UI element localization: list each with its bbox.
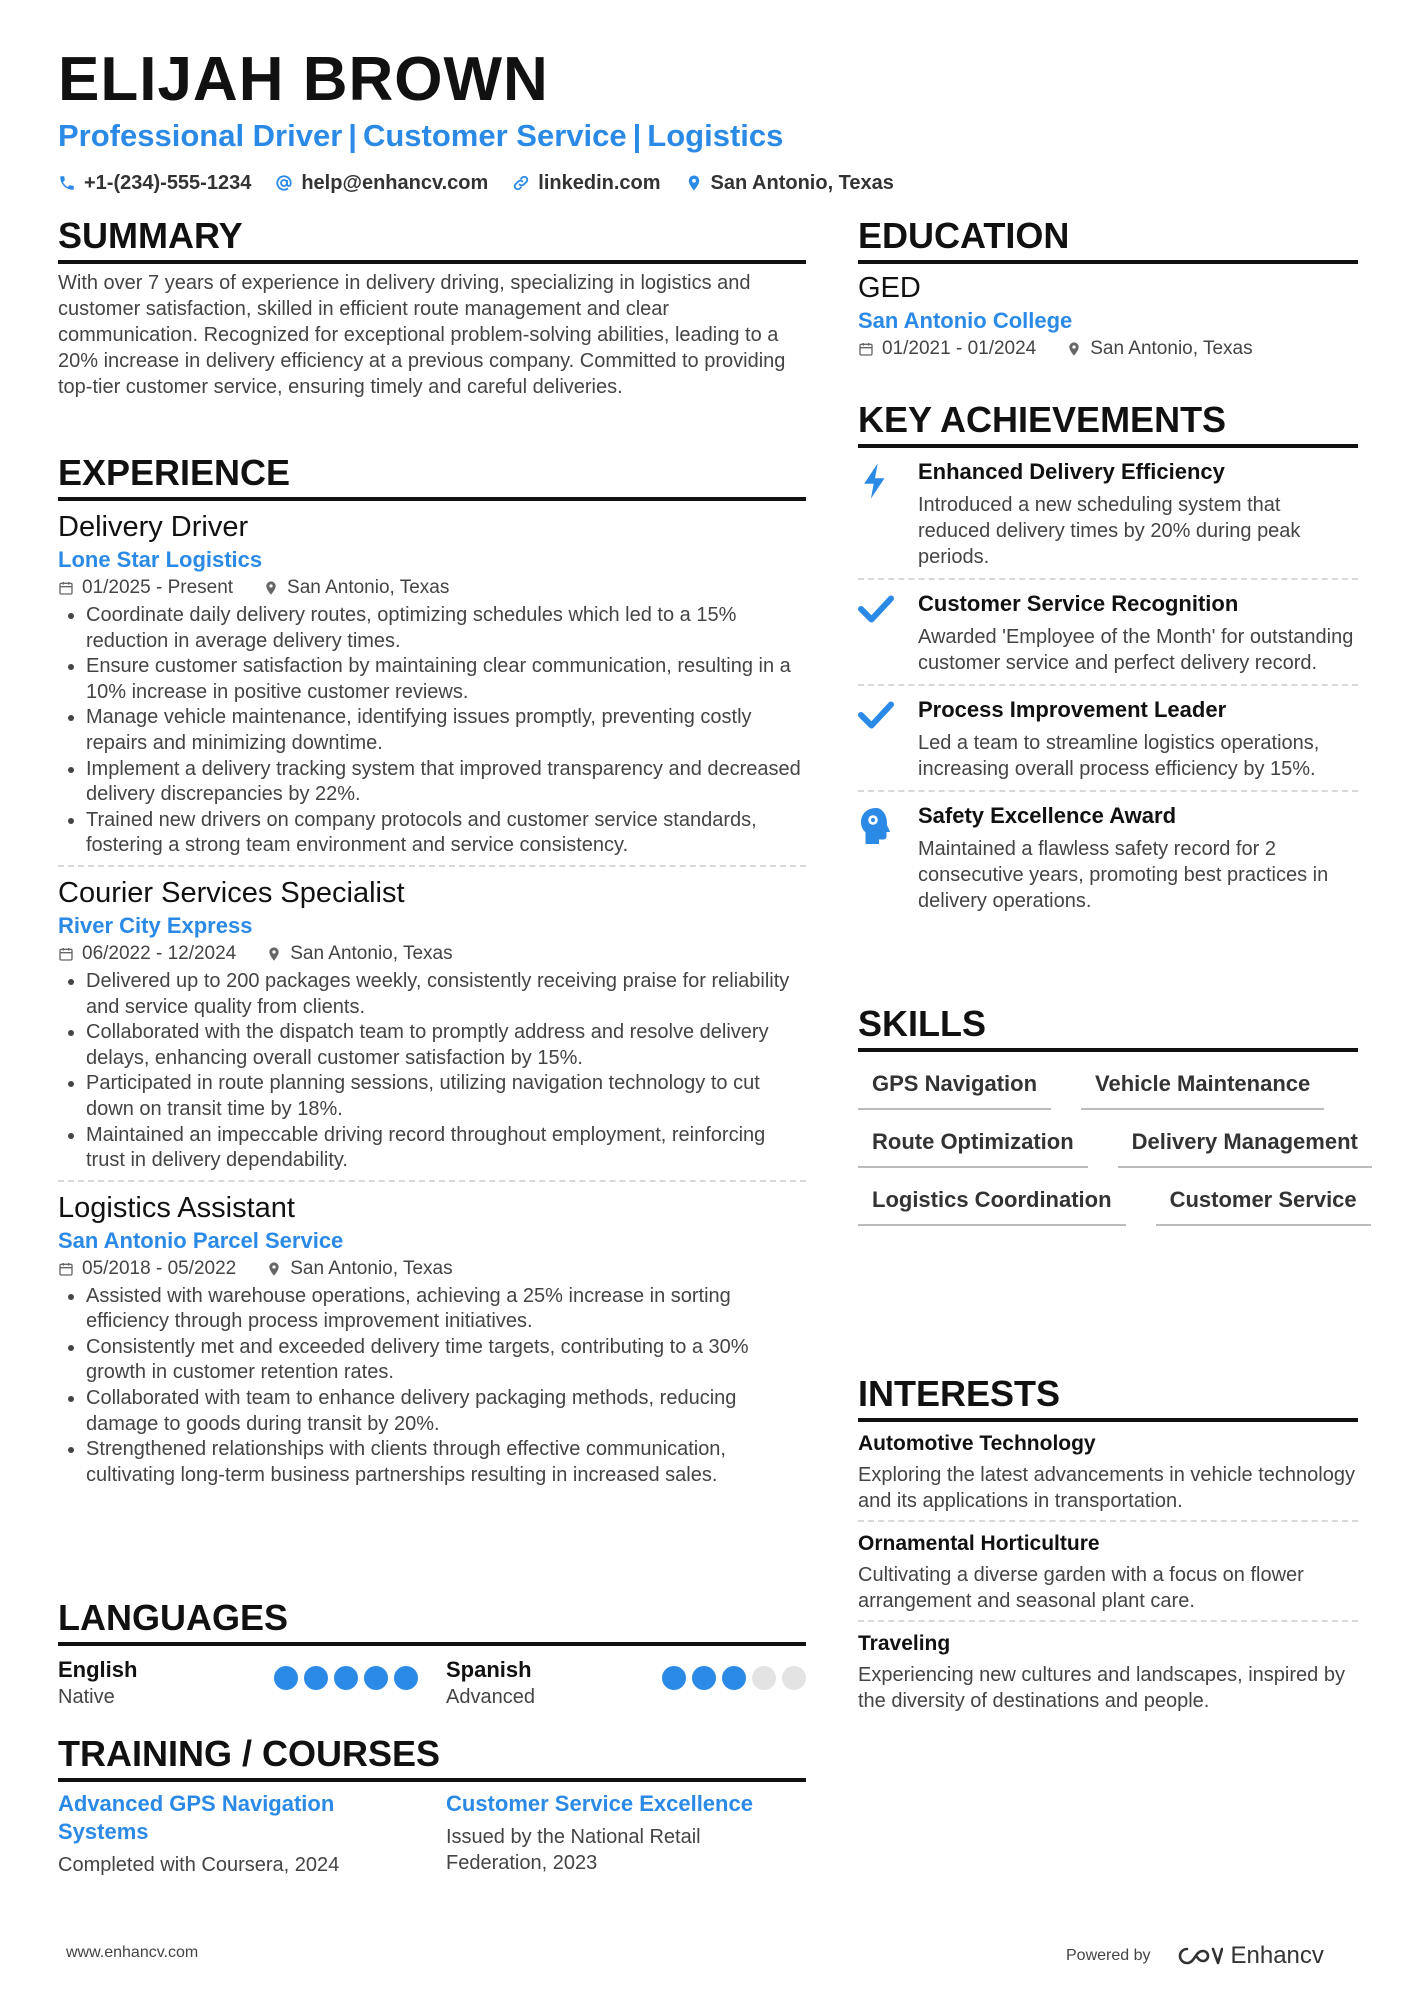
job-role: Logistics Assistant	[58, 1191, 295, 1224]
interest-title: Automotive Technology	[858, 1432, 1096, 1455]
job-entry	[58, 875, 806, 1182]
education-location: San Antonio, Texas	[1090, 338, 1253, 359]
calendar-icon	[858, 341, 874, 357]
job-meta	[58, 575, 806, 601]
course-item	[58, 1790, 398, 1878]
interest-desc: Exploring the latest advancements in vehicle technology and its applications in transportation.	[858, 1464, 1355, 1512]
achievement-desc: Introduced a new scheduling system that reduced delivery times by 20% during peak periods.	[918, 494, 1301, 568]
candidate-name: ELIJAH BROWN	[58, 45, 549, 114]
rating-dot-filled	[274, 1666, 298, 1690]
bullet-item: • Consistently met and exceeded delivery time targets, contributing to a 30% growth in customer retention rates.	[86, 1335, 806, 1386]
education-degree: GED	[858, 272, 921, 304]
bullet-item: • Assisted with warehouse operations, achieving a 25% increase in sorting efficiency through process improvement initiatives.	[86, 1284, 806, 1335]
location-pin-icon	[263, 580, 279, 596]
bullet-item: • Delivered up to 200 packages weekly, consistently receiving praise for reliability and service quality from clients.	[86, 969, 806, 1020]
achievement-desc: Led a team to streamline logistics operations, increasing overall process efficiency by 15%.	[918, 732, 1320, 780]
enhancv-logo-icon	[1177, 1945, 1223, 1967]
rating-dot-filled	[662, 1666, 686, 1690]
bullet-item: • Ensure customer satisfaction by maintaining clear communication, resulting in a 10% increase in positive customer reviews.	[86, 654, 806, 705]
interests-title: INTERESTS	[858, 1372, 1358, 1422]
education-meta	[858, 336, 1358, 362]
rating-dot-filled	[394, 1666, 418, 1690]
checkmark-icon	[858, 594, 894, 624]
training-row	[58, 1790, 806, 1878]
language-name: English	[58, 1657, 138, 1682]
achievement-title: Process Improvement Leader	[918, 697, 1227, 722]
interest-item	[858, 1522, 1358, 1622]
interest-item	[858, 1622, 1358, 1720]
at-icon	[275, 174, 293, 192]
bullet-item: • Strengthened relationships with clients through effective communication, cultivating long-term business partnerships resulting in increased sales.	[86, 1437, 806, 1488]
calendar-icon	[58, 946, 74, 962]
job-meta	[58, 1256, 806, 1282]
bullet-item: • Coordinate daily delivery routes, optimizing schedules which led to a 15% reduction in average delivery times.	[86, 603, 806, 654]
link-icon	[512, 174, 530, 192]
summary-section	[58, 214, 806, 400]
course-title: Advanced GPS Navigation Systems	[58, 1791, 335, 1844]
headline	[58, 116, 783, 156]
headline-separator: |	[632, 118, 642, 153]
languages-section	[58, 1596, 806, 1710]
phone-icon	[58, 174, 76, 192]
education-section	[858, 214, 1358, 362]
job-role: Courier Services Specialist	[58, 876, 405, 909]
interests-section	[858, 1372, 1358, 1720]
bullet-item: • Participated in route planning sessions, utilizing navigation technology to cut down on transit time by 18%.	[86, 1071, 806, 1122]
rating-dot-filled	[364, 1666, 388, 1690]
skill-tag: Customer Service	[1156, 1186, 1371, 1226]
location-text: San Antonio, Texas	[710, 172, 894, 194]
rating-dot-empty	[782, 1666, 806, 1690]
achievement-desc: Awarded 'Employee of the Month' for outstanding customer service and perfect delivery record.	[918, 626, 1354, 674]
linkedin-text: linkedin.com	[538, 172, 661, 194]
job-company: Lone Star Logistics	[58, 547, 263, 572]
achievements-section	[858, 398, 1358, 922]
location-pin-icon	[266, 946, 282, 962]
experience-section	[58, 451, 806, 1488]
rating-dot-empty	[752, 1666, 776, 1690]
job-bullets	[58, 1284, 806, 1489]
job-bullets	[58, 969, 806, 1180]
enhancv-brand-text: Enhancv	[1230, 1942, 1324, 1969]
skill-tag: Route Optimization	[858, 1128, 1088, 1168]
course-title: Customer Service Excellence	[446, 1791, 753, 1816]
achievements-title: KEY ACHIEVEMENTS	[858, 398, 1358, 448]
job-location: San Antonio, Texas	[290, 942, 453, 964]
achievement-title: Enhanced Delivery Efficiency	[918, 459, 1225, 484]
location-pin-icon	[1066, 341, 1082, 357]
education-dates: 01/2021 - 01/2024	[882, 338, 1037, 359]
bullet-item: • Collaborated with team to enhance delivery packaging methods, reducing damage to goods during transit by 20%.	[86, 1386, 806, 1437]
interest-title: Ornamental Horticulture	[858, 1532, 1100, 1555]
language-item	[58, 1656, 418, 1710]
job-dates: 06/2022 - 12/2024	[82, 942, 237, 964]
bullet-item: • Collaborated with the dispatch team to promptly address and resolve delivery delays, enhancing overall customer satisfaction by 15%.	[86, 1020, 806, 1071]
job-location: San Antonio, Texas	[287, 577, 450, 598]
job-dates: 05/2018 - 05/2022	[82, 1257, 237, 1279]
language-level: Advanced	[446, 1686, 535, 1708]
interest-title: Traveling	[858, 1632, 951, 1655]
phone-text: +1-(234)-555-1234	[84, 172, 252, 194]
contact-linkedin[interactable]	[512, 170, 660, 196]
interest-desc: Experiencing new cultures and landscapes, inspired by the diversity of destinations and people.	[858, 1664, 1345, 1712]
contact-location	[685, 170, 894, 196]
contact-bar	[58, 170, 894, 196]
course-desc: Issued by the National Retail Federation, 2023	[446, 1826, 701, 1874]
achievement-desc: Maintained a flawless safety record for 2 consecutive years, promoting best practices in delivery operations.	[918, 838, 1329, 912]
calendar-icon	[58, 580, 74, 596]
skill-tag: Delivery Management	[1118, 1128, 1372, 1168]
footer-brand	[1066, 1942, 1324, 1970]
calendar-icon	[58, 1261, 74, 1277]
language-name: Spanish	[446, 1657, 532, 1682]
job-company: San Antonio Parcel Service	[58, 1227, 344, 1253]
languages-title: LANGUAGES	[58, 1596, 806, 1646]
headline-separator: |	[348, 118, 357, 153]
email-text: help@enhancv.com	[301, 172, 489, 194]
achievement-item	[858, 792, 1358, 922]
job-meta	[58, 941, 806, 967]
languages-row	[58, 1656, 806, 1710]
headline-part: Professional Driver	[58, 118, 343, 153]
skill-tag: GPS Navigation	[858, 1070, 1051, 1110]
job-location: San Antonio, Texas	[290, 1257, 453, 1279]
achievement-item	[858, 580, 1358, 686]
head-brain-icon	[858, 806, 894, 846]
training-section	[58, 1732, 806, 1878]
bullet-item: • Trained new drivers on company protocols and customer service standards, fostering a strong team environment and service consistency.	[86, 808, 806, 859]
course-desc: Completed with Coursera, 2024	[58, 1854, 340, 1876]
rating-dot-filled	[692, 1666, 716, 1690]
rating-dot-filled	[722, 1666, 746, 1690]
interest-item	[858, 1422, 1358, 1522]
achievement-item	[858, 686, 1358, 792]
education-title: EDUCATION	[858, 214, 1358, 264]
location-pin-icon	[266, 1261, 282, 1277]
bullet-item: • Manage vehicle maintenance, identifying issues promptly, preventing costly repairs and minimizing downtime.	[86, 705, 806, 756]
achievement-title: Customer Service Recognition	[918, 591, 1239, 616]
job-company: River City Express	[58, 912, 253, 938]
language-rating	[662, 1666, 806, 1690]
headline-part: Logistics	[647, 118, 784, 153]
location-pin-icon	[685, 174, 703, 192]
headline-part: Customer Service	[362, 118, 627, 153]
skills-section	[858, 1002, 1358, 1226]
skills-title: SKILLS	[858, 1002, 1358, 1052]
achievement-title: Safety Excellence Award	[918, 803, 1177, 828]
lightning-icon	[858, 462, 892, 500]
contact-phone[interactable]	[58, 170, 251, 196]
training-title: TRAINING / COURSES	[58, 1732, 806, 1782]
skills-list	[858, 1070, 1378, 1226]
language-item	[446, 1656, 806, 1710]
skill-tag: Vehicle Maintenance	[1081, 1070, 1324, 1110]
achievement-item	[858, 448, 1358, 580]
interest-desc: Cultivating a diverse garden with a focus on flower arrangement and seasonal plant care.	[858, 1564, 1304, 1612]
powered-by-text: Powered by	[1066, 1947, 1151, 1964]
language-rating	[274, 1666, 418, 1690]
footer-website[interactable]: www.enhancv.com	[66, 1944, 199, 1961]
summary-text: With over 7 years of experience in delivery driving, specializing in logistics and customer satisfaction, skilled in efficient route management and clear communication. Recognized for exceptional problem-solving abilities, leading to a 20% increase in delivery efficiency at a previous company. Committed to providing top-tier customer service, ensuring timely and careful deliveries.	[58, 272, 786, 398]
job-entry	[58, 509, 806, 867]
rating-dot-filled	[334, 1666, 358, 1690]
contact-email[interactable]	[275, 170, 488, 196]
experience-title: EXPERIENCE	[58, 451, 806, 501]
bullet-item: • Implement a delivery tracking system that improved transparency and decreased delivery discrepancies by 22%.	[86, 757, 806, 808]
rating-dot-filled	[304, 1666, 328, 1690]
job-role: Delivery Driver	[58, 511, 249, 543]
summary-title: SUMMARY	[58, 214, 806, 264]
skill-tag: Logistics Coordination	[858, 1186, 1126, 1226]
job-entry	[58, 1190, 806, 1489]
checkmark-icon	[858, 700, 894, 730]
education-school: San Antonio College	[858, 308, 1073, 333]
language-level: Native	[58, 1686, 115, 1708]
job-bullets	[58, 603, 806, 865]
bullet-item: • Maintained an impeccable driving record throughout employment, reinforcing trust in delivery dependability.	[86, 1123, 806, 1174]
course-item	[446, 1790, 806, 1878]
job-dates: 01/2025 - Present	[82, 577, 234, 598]
